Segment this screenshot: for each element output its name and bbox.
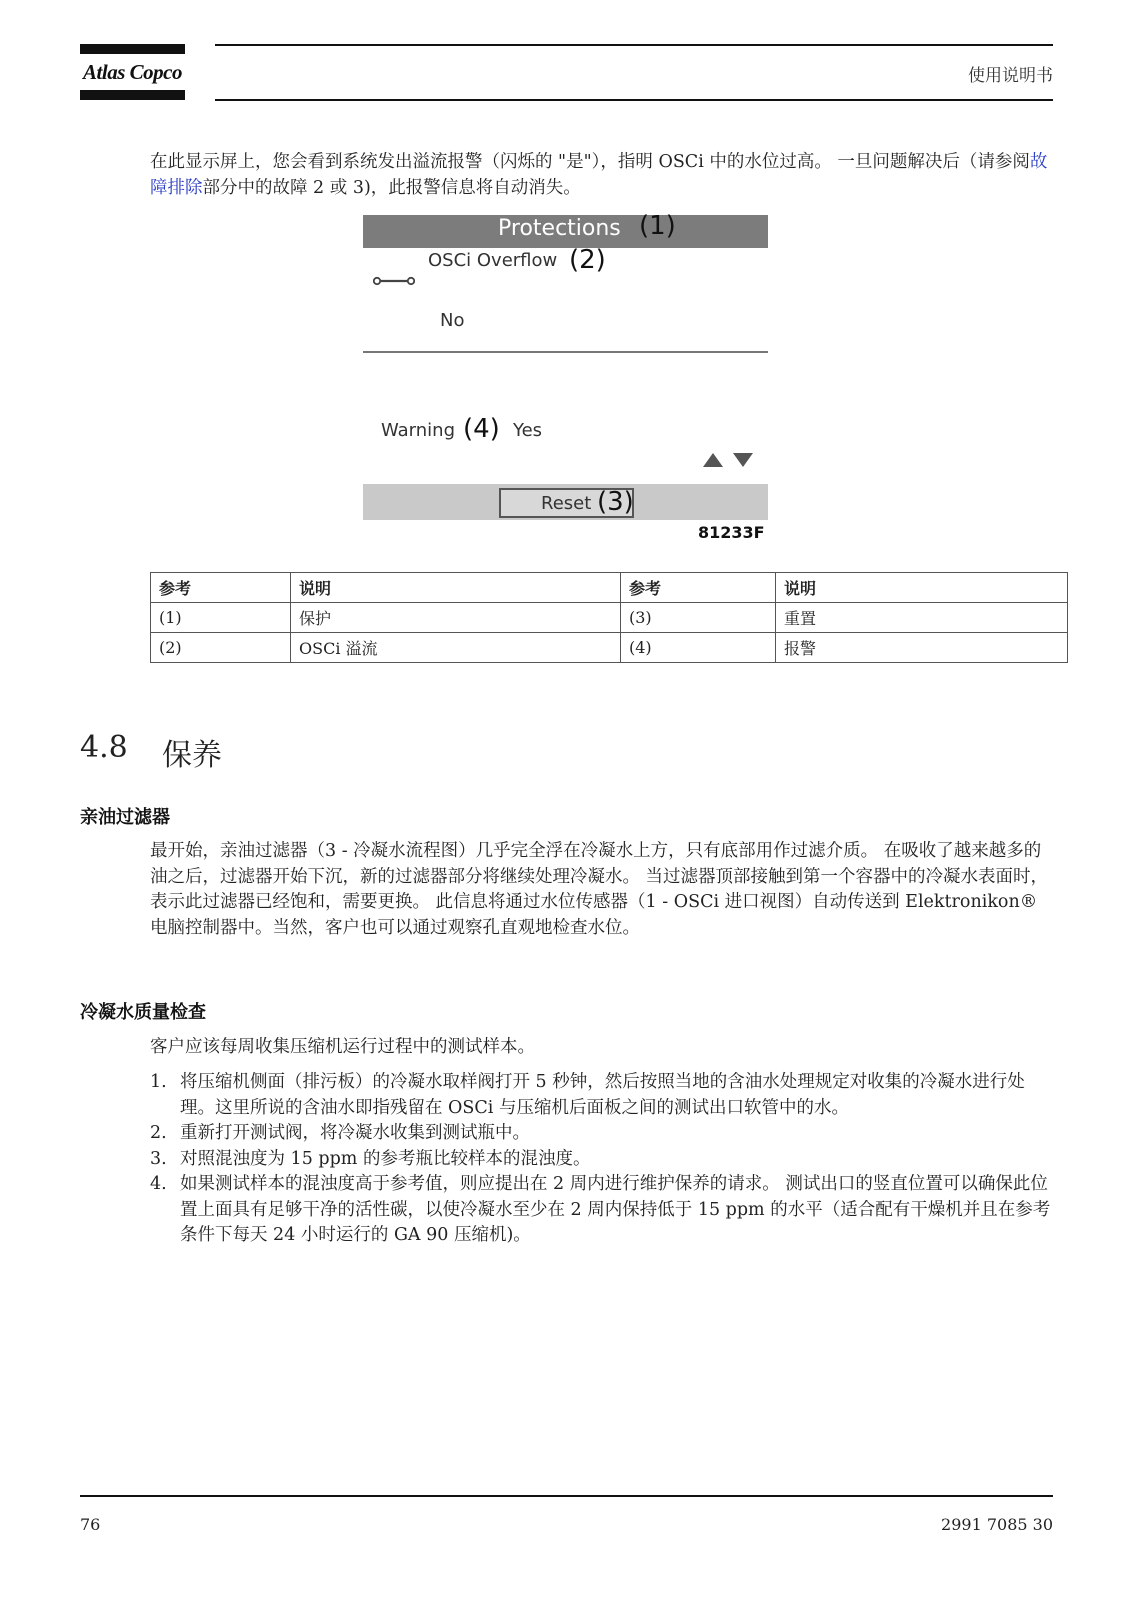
osci-overflow-label: OSCi Overflow — [428, 250, 558, 271]
document-number: 2991 7085 30 — [941, 1515, 1053, 1534]
step-text: 对照混浊度为 15 ppm 的参考瓶比较样本的混浊度。 — [180, 1148, 591, 1169]
list-item — [150, 1172, 1053, 1249]
logo-bar-bottom — [80, 90, 185, 100]
table-cell: (4) — [621, 633, 776, 663]
header-rule-top — [215, 44, 1053, 46]
step-text: 重新打开测试阀，将冷凝水收集到测试瓶中。 — [180, 1123, 530, 1143]
table-row — [151, 603, 1068, 633]
intro-paragraph — [150, 150, 1053, 201]
screen-title-bar — [363, 211, 768, 248]
reset-button-label: Reset — [541, 493, 592, 514]
connector-icon — [373, 275, 415, 287]
page-number: 76 — [80, 1515, 101, 1534]
filter-paragraph: 最开始，亲油过滤器（3 - 冷凝水流程图）几乎完全浮在冷凝水上方，只有底部用作过滤介质。 在吸收了越来越多的油之后，过滤器开始下沉，新的过滤器部分将继续处理冷凝水。 当过滤器顶部接触到第一个容器中的冷凝水表面时，表示此过滤器已经饱和，需要更换。 此信息将通过水位传感器（1 - OSCi 进口视图）自动传送到 Elektronikon® 电脑控制器中。当然，客户也可以通过观察孔直观地检查水位。 — [150, 841, 1049, 938]
footer-rule — [80, 1495, 1053, 1497]
table-row — [151, 633, 1068, 663]
table-cell: 重置 — [776, 603, 1068, 633]
filter-heading: 亲油过滤器 — [80, 807, 170, 828]
callout-1: (1) — [639, 211, 676, 241]
logo-wordmark: Atlas Copco — [83, 60, 182, 84]
table-cell: OSCi 溢流 — [291, 633, 621, 663]
table-header-cell: 说明 — [291, 573, 621, 603]
table-header-cell: 参考 — [151, 573, 291, 603]
callout-3: (3) — [597, 487, 634, 517]
step-number: 2. — [150, 1123, 167, 1143]
troubleshooting-link[interactable]: 故障排除 — [150, 152, 1048, 198]
warning-label: Warning — [381, 420, 456, 441]
section-number: 4.8 — [80, 730, 128, 765]
quality-heading: 冷凝水质量检查 — [80, 1002, 206, 1023]
list-item — [150, 1121, 1053, 1147]
table-header-cell: 说明 — [776, 573, 1068, 603]
table-header-cell: 参考 — [621, 573, 776, 603]
table-cell: (2) — [151, 633, 291, 663]
step-number: 3. — [150, 1148, 167, 1169]
screen-title: Protections — [498, 216, 621, 241]
callout-2: (2) — [569, 245, 606, 275]
quality-steps-list — [150, 1070, 1053, 1249]
callout-4: (4) — [463, 414, 500, 444]
controller-screen-figure — [363, 211, 768, 535]
reference-table — [150, 572, 1068, 663]
list-item — [150, 1147, 1053, 1173]
intro-text-end: 部分中的故障 2 或 3)，此报警信息将自动消失。 — [202, 177, 581, 198]
warning-value: Yes — [513, 420, 543, 441]
step-text: 将压缩机侧面（排污板）的冷凝水取样阀打开 5 秒钟，然后按照当地的含油水处理规定对收集的冷凝水进行处理。这里所说的含油水即指残留在 OSCi 与压缩机后面板之间的测试出口软管中的水。 — [180, 1072, 1025, 1118]
figure-code: 81233F — [698, 523, 765, 542]
table-cell: 报警 — [776, 633, 1068, 663]
quality-intro: 客户应该每周收集压缩机运行过程中的测试样本。 — [150, 1037, 535, 1057]
section-title: 保养 — [162, 738, 222, 773]
brand-logo — [80, 44, 185, 100]
reset-button[interactable] — [499, 488, 634, 518]
table-header-row — [151, 573, 1068, 603]
document-type: 使用说明书 — [968, 66, 1053, 86]
list-item — [150, 1070, 1053, 1121]
step-number: 4. — [150, 1174, 167, 1194]
intro-text-start: 在此显示屏上，您会看到系统发出溢流报警（闪烁的 "是"），指明 OSCi 中的水位过高。 一旦问题解决后（请参阅 — [150, 152, 1030, 172]
header-rule-bottom — [215, 99, 1053, 101]
arrow-down-icon[interactable] — [733, 453, 753, 467]
step-number: 1. — [150, 1072, 167, 1092]
osci-overflow-value: No — [440, 310, 465, 331]
table-cell: (3) — [621, 603, 776, 633]
arrow-up-icon[interactable] — [703, 453, 723, 467]
table-cell: 保护 — [291, 603, 621, 633]
logo-bar-top — [80, 44, 185, 54]
table-cell: (1) — [151, 603, 291, 633]
step-text: 如果测试样本的混浊度高于参考值，则应提出在 2 周内进行维护保养的请求。 测试出口的竖直位置可以确保此位置上面具有足够干净的活性碳，以使冷凝水至少在 2 周内保持低于 15 ppm 的水平（适合配有干燥机并且在参考条件下每天 24 小时运行的 GA 90 压缩机)。 — [180, 1174, 1051, 1245]
screen-divider — [363, 351, 768, 353]
